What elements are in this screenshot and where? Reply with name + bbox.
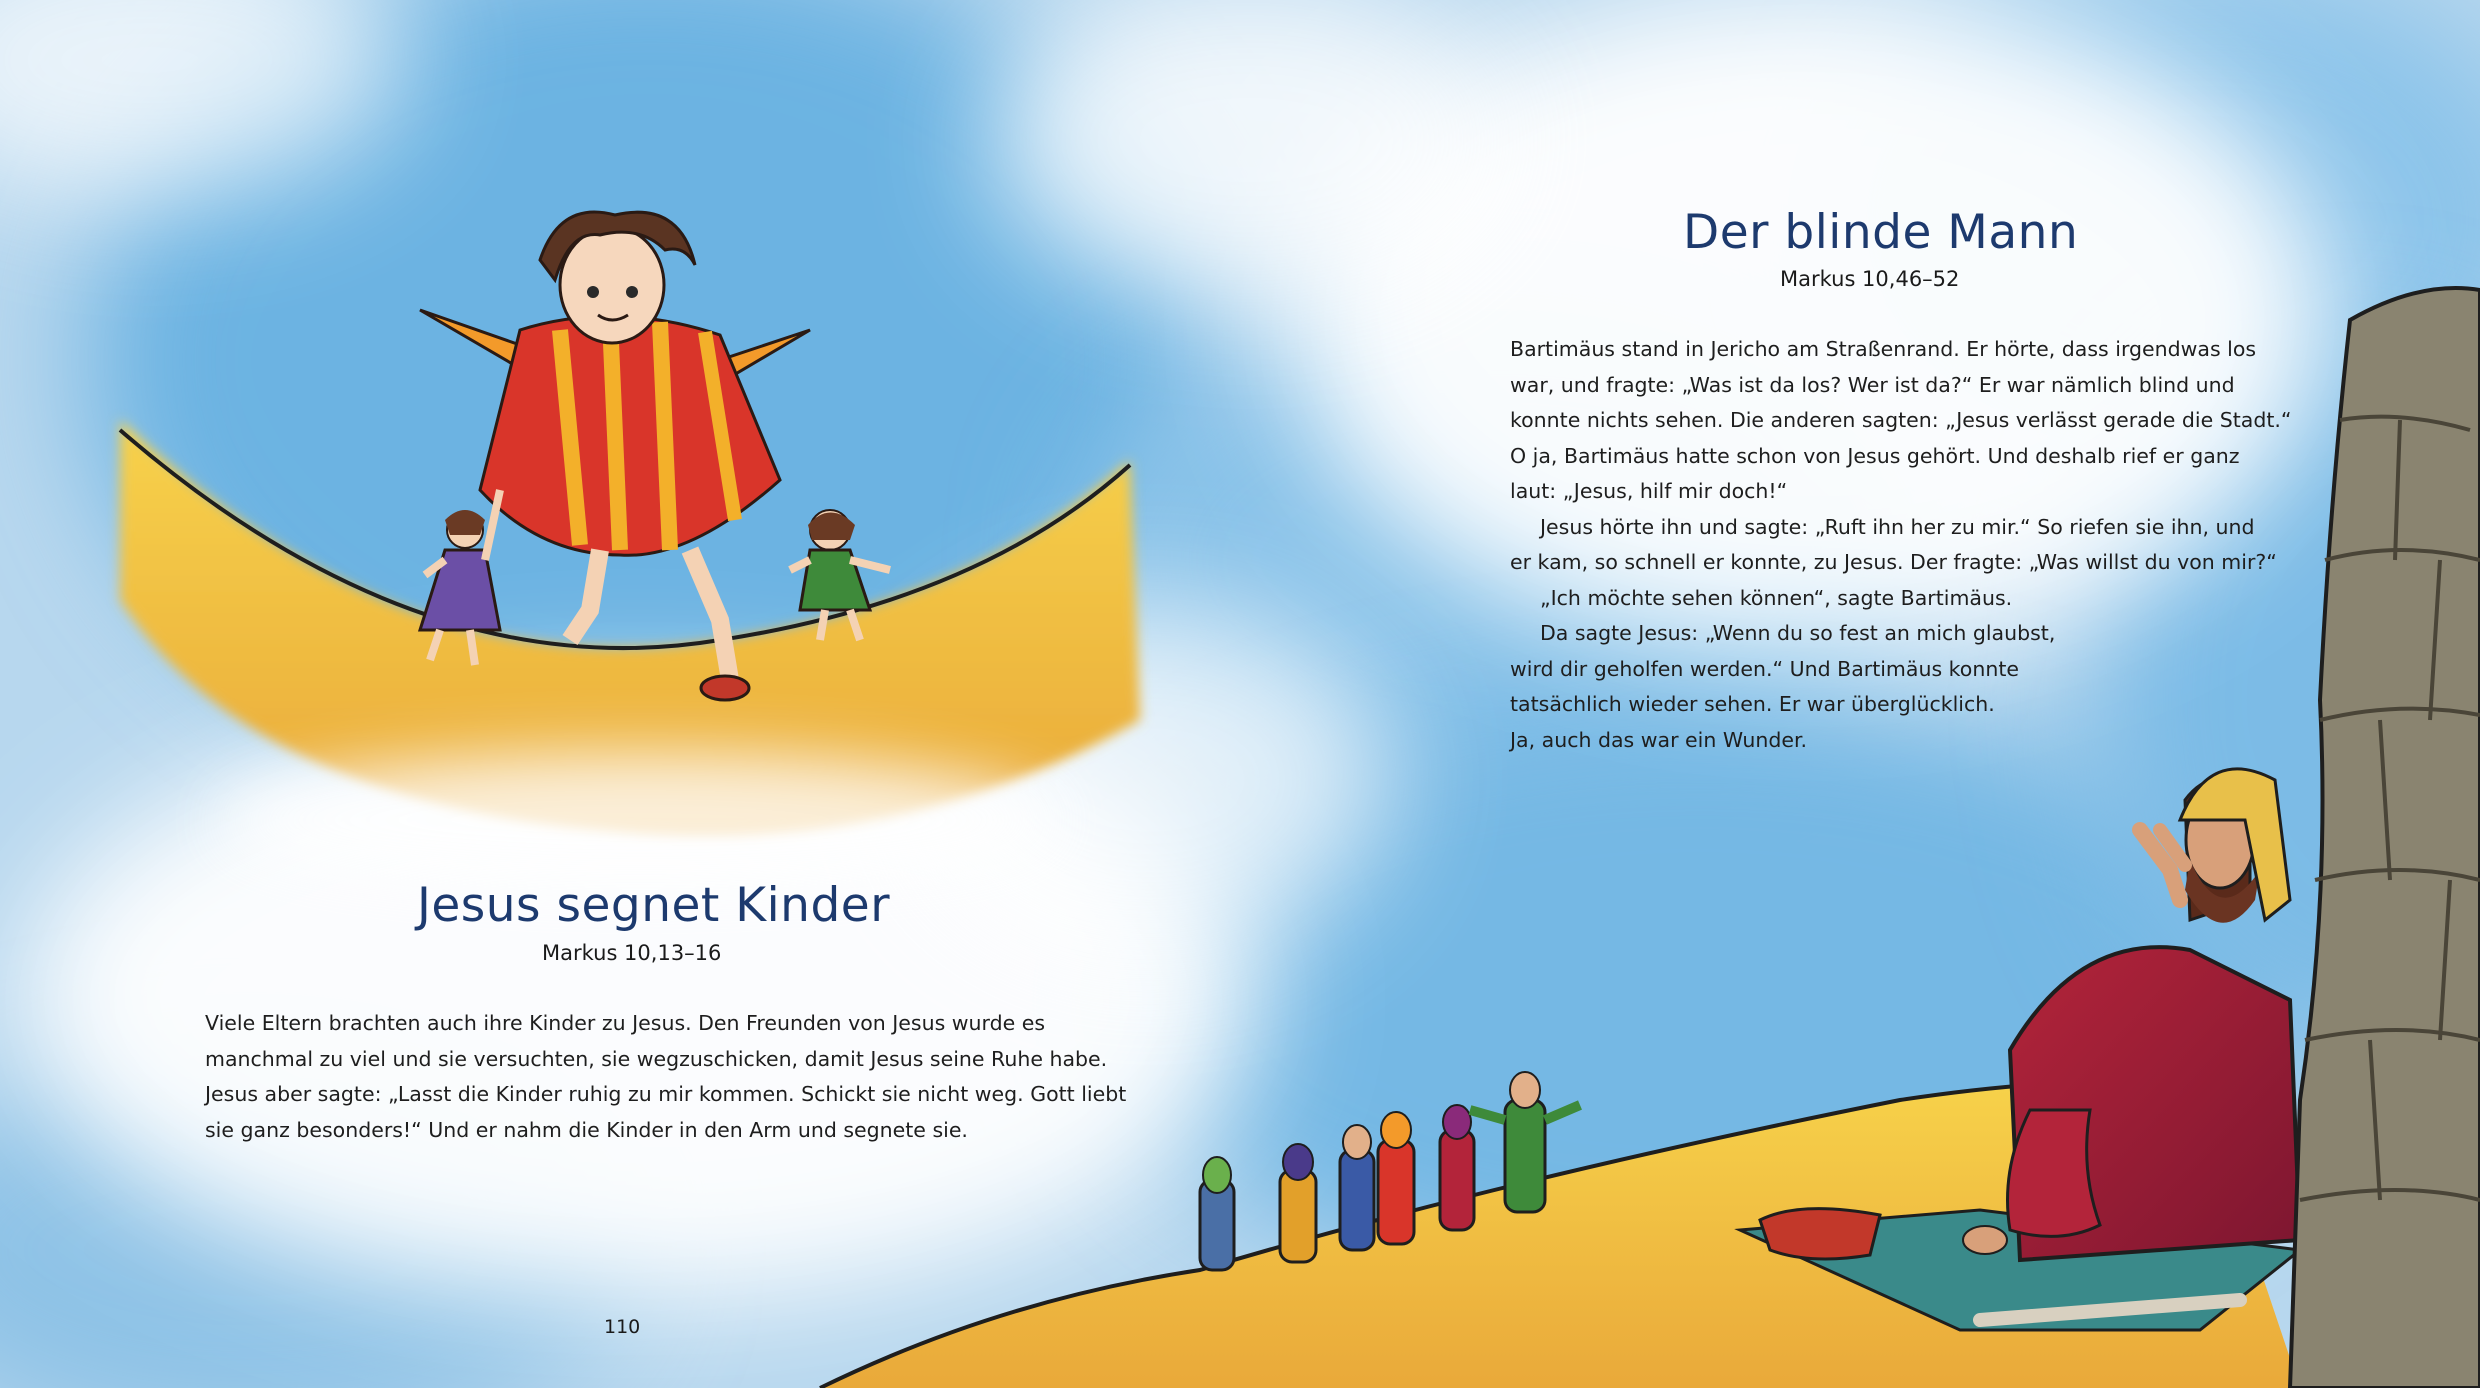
body-line: er kam, so schnell er konnte, zu Jesus. Der fragte: „Was willst du von mir?“ — [1510, 550, 2277, 574]
right-page-title: Der blinde Mann — [1683, 205, 2079, 260]
body-line: Bartimäus stand in Jericho am Straßenrand. Er hörte, dass irgendwas los — [1510, 337, 2257, 361]
left-page-body — [205, 1006, 1126, 1148]
right-page-reference: Markus 10,46–52 — [1780, 267, 1960, 291]
body-line: wird dir geholfen werden.“ Und Bartimäus konnte — [1510, 656, 2019, 681]
body-line: Jesus aber sagte: „Lasst die Kinder ruhig zu mir kommen. Schickt sie nicht weg. Gott liebt — [205, 1082, 1127, 1106]
body-line: Ja, auch das war ein Wunder. — [1510, 727, 1808, 752]
body-line: konnte nichts sehen. Die anderen sagten: „Jesus verlässt gerade die Stadt.“ — [1510, 408, 2292, 432]
body-line: Jesus hörte ihn und sagte: „Ruft ihn her zu mir.“ So riefen sie ihn, und — [1540, 514, 2255, 539]
body-line: manchmal zu viel und sie versuchten, sie wegzuschicken, damit Jesus seine Ruhe habe. — [205, 1046, 1108, 1071]
body-line: tatsächlich wieder sehen. Er war überglücklich. — [1510, 692, 1995, 716]
right-page-body — [1510, 332, 2292, 758]
body-line: O ja, Bartimäus hatte schon von Jesus gehört. Und deshalb rief er ganz — [1510, 443, 2240, 468]
body-line: laut: „Jesus, hilf mir doch!“ — [1510, 479, 1788, 503]
body-line: Viele Eltern brachten auch ihre Kinder zu Jesus. Den Freunden von Jesus wurde es — [205, 1011, 1046, 1035]
body-line: war, und fragte: „Was ist da los? Wer ist da?“ Er war nämlich blind und — [1510, 372, 2235, 397]
left-page-title: Jesus segnet Kinder — [417, 878, 891, 933]
body-line: Da sagte Jesus: „Wenn du so fest an mich glaubst, — [1540, 621, 2056, 645]
page-number: 110 — [604, 1316, 641, 1338]
left-page-reference: Markus 10,13–16 — [542, 941, 722, 965]
body-line: „Ich möchte sehen können“, sagte Bartimäus. — [1540, 585, 2013, 610]
body-line: sie ganz besonders!“ Und er nahm die Kinder in den Arm und segnete sie. — [205, 1117, 968, 1142]
